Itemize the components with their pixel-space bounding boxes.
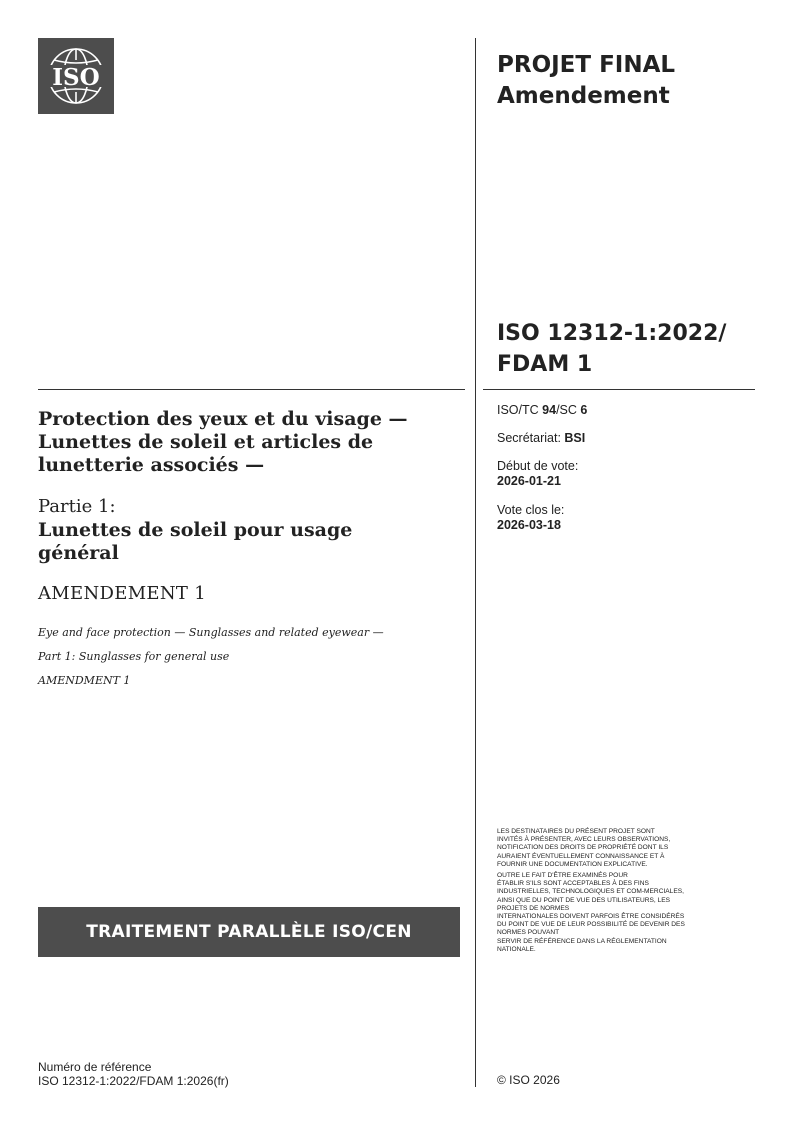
reference-label: Numéro de référence — [38, 1060, 152, 1074]
iso-logo — [38, 38, 114, 114]
project-stage — [497, 50, 757, 112]
part-title — [38, 519, 458, 565]
vote-start-label: Début de vote: — [497, 459, 579, 473]
iso-globe-icon — [38, 38, 114, 114]
document-number — [497, 318, 767, 380]
committee-sc: 6 — [580, 403, 588, 417]
part-title-line-1: Lunettes de soleil pour usage — [38, 519, 353, 541]
committee-mid: /SC — [556, 403, 581, 417]
main-title-line-3: lunetterie associés — — [38, 454, 265, 476]
copyright: © ISO 2026 — [497, 1073, 560, 1087]
legal-notice — [497, 828, 759, 957]
english-amendment: AMENDMENT 1 — [38, 674, 131, 687]
notice-paragraph-2: OUTRE LE FAIT D'ÊTRE EXAMINÉS POUR ÉTABLIR S'ILS SONT ACCEPTABLES À DES FINS INDUSTRIELLES, TECHNOLOGIQUES ET COM-MERCIALES, AINSI QUE DU POINT DE VUE DES UTILISATEURS, LES PROJETS DE NORMES INTERNATIONALES DOIVENT PARFOIS ÊTRE CONSIDÉRÉS DU POINT DE VUE DE LEUR POSSIBILITÉ DE DEVENIR DES NORMES POUVANT SERVIR DE RÉFÉRENCE DANS LA RÉGLEMENTATION NATIONALE. — [497, 872, 685, 953]
committee-prefix: ISO/TC — [497, 403, 543, 417]
vote-end-label: Vote clos le: — [497, 503, 565, 517]
amendment-label: AMENDEMENT 1 — [38, 583, 206, 604]
document-number-line-2: FDAM 1 — [497, 352, 593, 377]
document-number-line-1: ISO 12312-1:2022/ — [497, 321, 727, 346]
main-title — [38, 408, 458, 477]
parallel-processing-banner: TRAITEMENT PARALLÈLE ISO/CEN — [38, 907, 460, 957]
english-part-title: Part 1: Sunglasses for general use — [38, 650, 230, 663]
vote-end-date: 2026-03-18 — [497, 518, 561, 532]
iso-logo-text: ISO — [52, 64, 100, 91]
part-title-line-2: général — [38, 542, 119, 564]
reference-value: ISO 12312-1:2022/FDAM 1:2026(fr) — [38, 1074, 229, 1088]
stage-line-2: Amendement — [497, 83, 670, 109]
secretariat-info — [497, 431, 585, 446]
vote-start-info — [497, 459, 578, 489]
notice-paragraph-1: LES DESTINATAIRES DU PRÉSENT PROJET SONT INVITÉS À PRÉSENTER, AVEC LEURS OBSERVATIONS, NOTIFICATION DES DROITS DE PROPRIÉTÉ DONT ILS AURAIENT ÉVENTUELLEMENT CONNAISSANCE ET À FOURNIR UNE DOCUMENTATION EXPLICATIVE. — [497, 828, 671, 868]
secretariat-value: BSI — [564, 431, 586, 445]
reference-number — [38, 1060, 229, 1088]
secretariat-label: Secrétariat: — [497, 431, 565, 445]
horizontal-divider-right — [483, 389, 755, 390]
main-title-line-2: Lunettes de soleil et articles de — [38, 431, 374, 453]
part-label: Partie 1: — [38, 496, 116, 517]
main-title-line-1: Protection des yeux et du visage — — [38, 408, 408, 430]
committee-tc: 94 — [542, 403, 557, 417]
stage-line-1: PROJET FINAL — [497, 52, 676, 78]
vote-start-date: 2026-01-21 — [497, 474, 561, 488]
vote-end-info — [497, 503, 564, 533]
horizontal-divider-left — [38, 389, 465, 390]
english-title: Eye and face protection — Sunglasses and related eyewear — — [38, 626, 384, 639]
vertical-divider — [475, 38, 476, 1087]
committee-info — [497, 403, 587, 418]
